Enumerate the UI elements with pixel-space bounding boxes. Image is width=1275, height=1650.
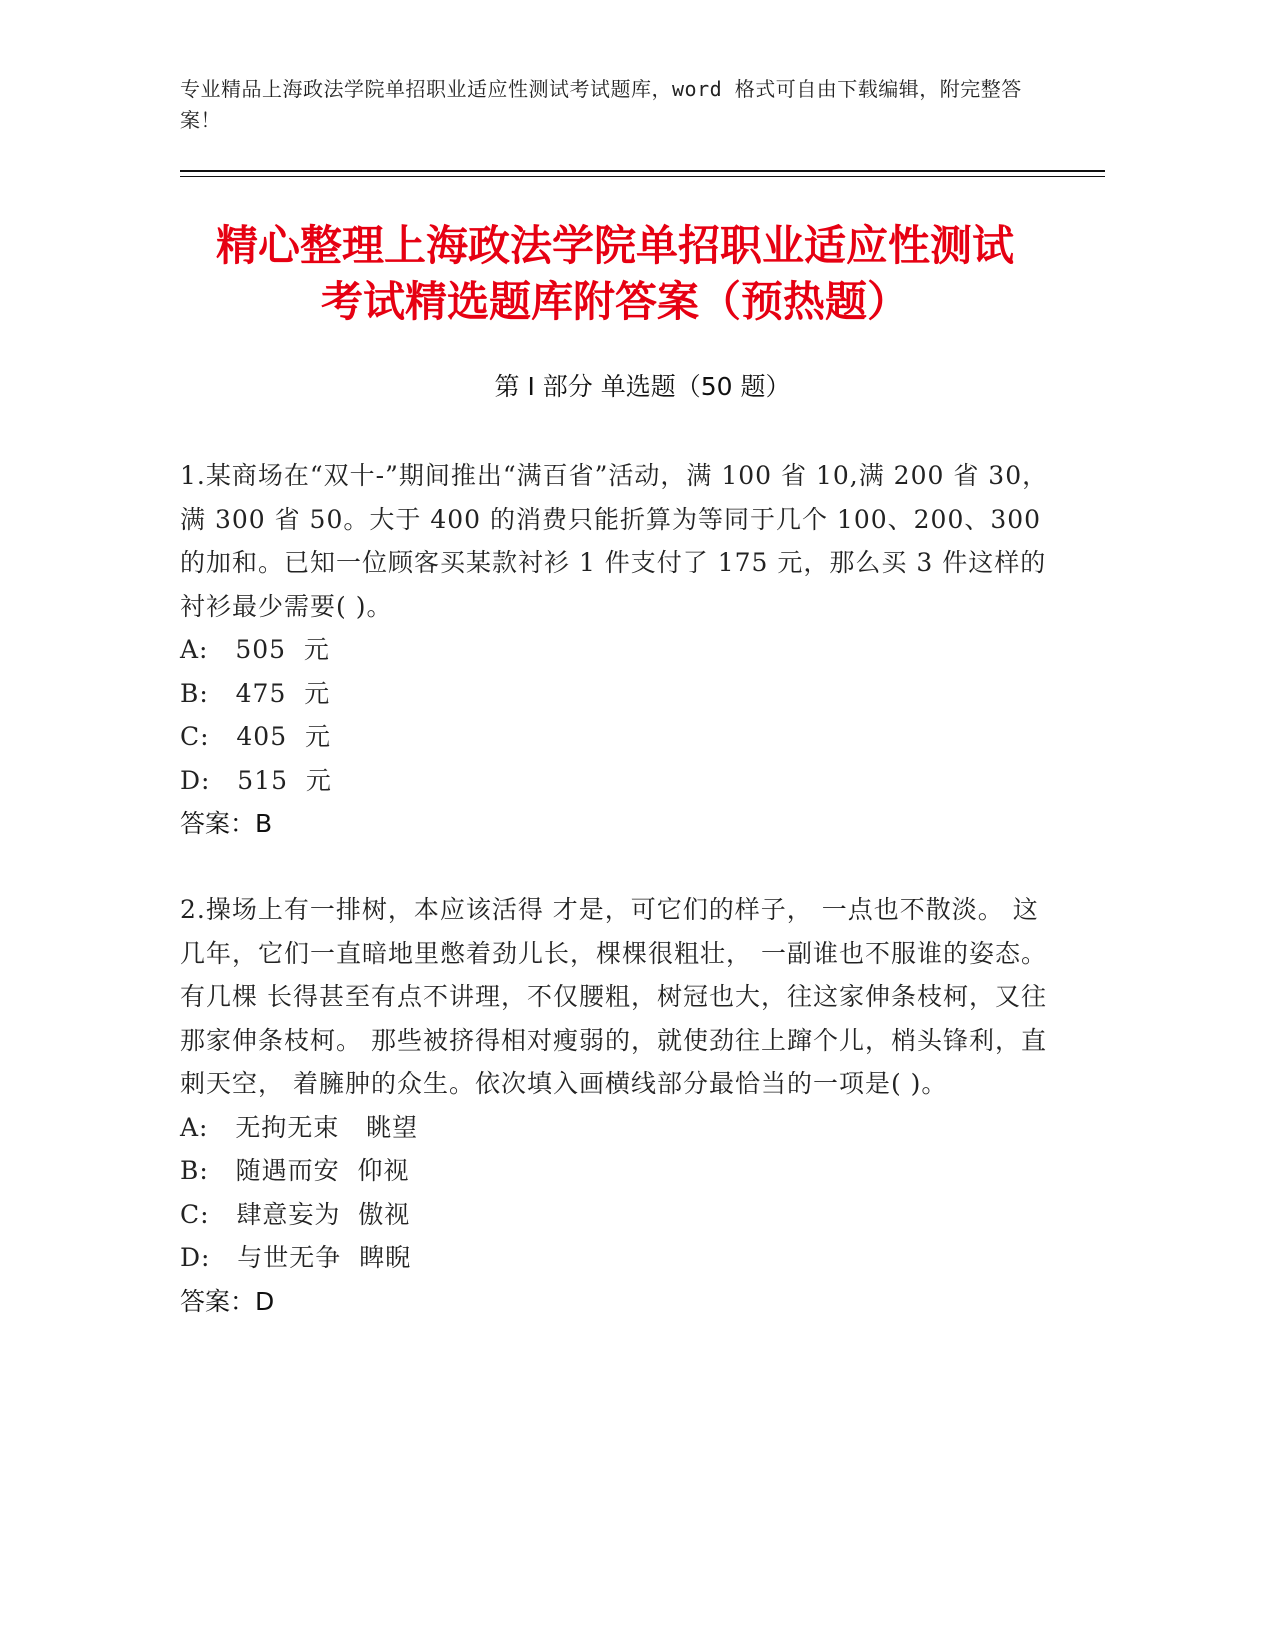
header-note: 专业精品上海政法学院单招职业适应性测试考试题库，word 格式可自由下载编辑，附完整答案！: [180, 77, 1022, 132]
section-title: 第 I 部分 单选题（50 题）: [494, 372, 791, 401]
option-a: A: 505 元: [180, 635, 330, 664]
option-c: C: 405 元: [180, 722, 332, 751]
answer-line: 答案：D: [180, 1286, 275, 1316]
header-rule-thick: [180, 170, 1105, 172]
option-c: C: 肆意妄为 傲视: [180, 1199, 411, 1229]
option-d: D: 515 元: [180, 765, 332, 795]
answer-line: 答案：B: [180, 809, 273, 838]
option-b: B: 475 元: [180, 678, 331, 708]
document-title-line-1: 精心整理上海政法学院单招职业适应性测试: [215, 221, 1014, 270]
question-2: [180, 888, 1050, 1323]
question-stem: 2.操场上有一排树，本应该活得 才是，可它们的样子， 一点也不散淡。 这几年，它们一直暗地里憋着劲儿长，棵棵很粗壮， 一副谁也不服谁的姿态。有几棵 长得甚至有点不讲理，不仅腰粗，树冠也大，往这家伸条枝柯，又往那家伸条枝柯。 那些被挤得相对瘦弱的，就使劲往上蹿个儿，梢头锋利，直刺天空， 着臃肿的众生。依次填入画横线部分最恰当的一项是( )。: [180, 895, 1047, 1098]
question-1: [180, 454, 1050, 846]
document-title: [150, 218, 1080, 330]
document-title-line-2: 考试精选题库附答案（预热题）: [320, 277, 909, 326]
question-stem: 1.某商场在“双十-”期间推出“满百省”活动，满 100 省 10,满 200 省 30，满 300 省 50。大于 400 的消费只能折算为等同于几个 100、200、300 的加和。已知一位顾客买某款衬衫 1 件支付了 175 元，那么买 3 件这样的衬衫最少需要( )。: [180, 461, 1049, 621]
option-b: B: 随遇而安 仰视: [180, 1156, 410, 1185]
header-rule-thin: [180, 176, 1105, 177]
option-a: A: 无拘无束 眺望: [180, 1112, 419, 1142]
option-d: D: 与世无争 睥睨: [180, 1243, 412, 1272]
